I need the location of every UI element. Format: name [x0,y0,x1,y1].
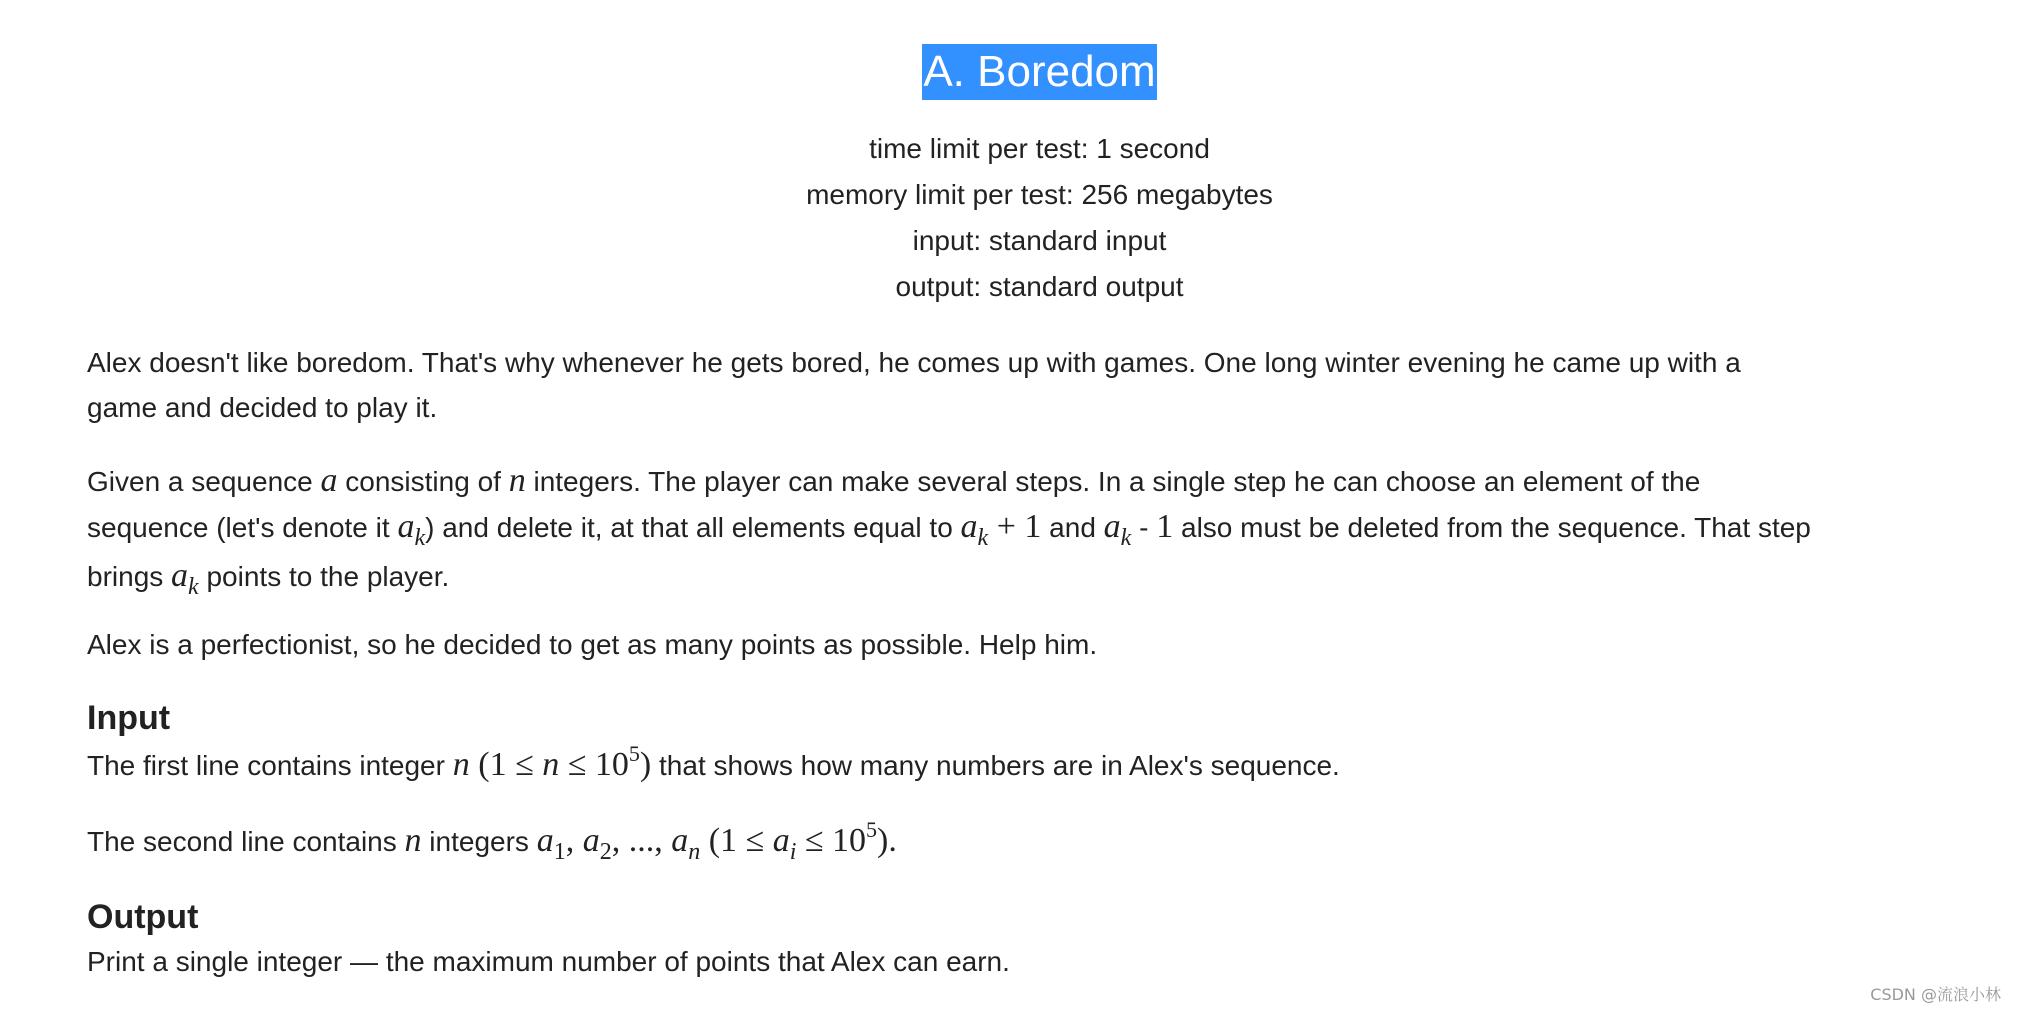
statement-paragraph-2 [87,458,1811,602]
math-num: ≤ 10 [796,822,867,859]
math-var: a [772,822,790,859]
math-sub: i [789,839,797,865]
math-var: a [1103,508,1121,545]
text: brings [87,561,172,592]
input-heading: Input [87,699,171,737]
text: The second line contains [87,826,405,857]
input-paragraph-1 [87,742,1340,790]
output-heading: Output [87,898,199,936]
statement-p3: Alex is a perfectionist, so he decided to get as many points as possible. Help him. [87,629,1098,660]
text: also must be deleted from the sequence. That step [1173,512,1811,543]
math-num: 1 [1156,508,1174,545]
math-num: + 1 [988,508,1042,545]
math-sup: 5 [628,741,640,766]
text: points to the player. [198,561,450,592]
input-spec: input: standard input [912,225,1167,256]
statement-p1-line2: game and decided to play it. [87,392,438,423]
math-num: (1 ≤ [700,822,773,859]
problem-header [87,44,1992,310]
text: consisting of [337,466,509,497]
math-sub: k [414,525,426,551]
math-var: a [960,508,978,545]
text: ) and delete it, at that all elements equal to [425,512,961,543]
math-var: n [508,462,526,499]
math-num: ) [639,746,652,783]
math-sub: k [1120,525,1132,551]
text: integers [421,826,537,857]
math-sub: 1 [553,839,566,865]
math-sub: k [977,525,989,551]
math-num: ). [877,822,897,859]
statement-p1-line1: Alex doesn't like boredom. That's why whenever he gets bored, he comes up with games. One long winter evening he came up with a [87,347,1741,378]
math-var: n [404,822,422,859]
watermark: CSDN @流浪小林 [1870,985,2001,1004]
math-sub: k [188,574,199,600]
math-var: n [452,746,470,783]
math-var: a [171,557,189,594]
math-var: n [542,746,560,783]
text: that shows how many numbers are in Alex's sequence. [651,750,1340,781]
title-wrap [922,44,1156,100]
input-paragraph-2 [87,818,897,867]
math-var: a [582,822,600,859]
math-num: (1 ≤ [469,746,543,783]
output-paragraph [87,939,1010,984]
math-var: a [320,462,338,499]
text: The first line contains integer [87,750,453,781]
memory-limit: memory limit per test: 256 megabytes [806,179,1273,210]
math-var: a [536,822,554,859]
statement-p2-line3 [87,553,1811,602]
text: Print a single integer — the maximum number of points that Alex can earn. [87,946,1010,977]
text: integers. The player can make several steps. In a single step he can choose an element of the [525,466,1701,497]
time-limit: time limit per test: 1 second [869,133,1210,164]
limits-block [87,126,1992,310]
statement-paragraph-3 [87,622,1097,667]
math-sub: 2 [599,839,612,865]
text: and [1041,512,1104,543]
statement-p2-line1 [87,458,1811,504]
output-spec: output: standard output [895,271,1184,302]
statement-p2-line2 [87,504,1811,553]
math-sub: n [688,839,701,865]
math-var: a [671,822,689,859]
problem-title[interactable]: A. Boredom [922,44,1156,100]
text: sequence (let's denote it [87,512,398,543]
math-num: , [565,822,583,859]
math-sup: 5 [866,817,878,842]
text: Given a sequence [87,466,321,497]
math-num: ≤ 10 [559,746,629,783]
statement-paragraph-1 [87,340,1741,430]
text: - [1131,512,1157,543]
math-var: a [397,508,415,545]
math-num: , ..., [611,822,672,859]
